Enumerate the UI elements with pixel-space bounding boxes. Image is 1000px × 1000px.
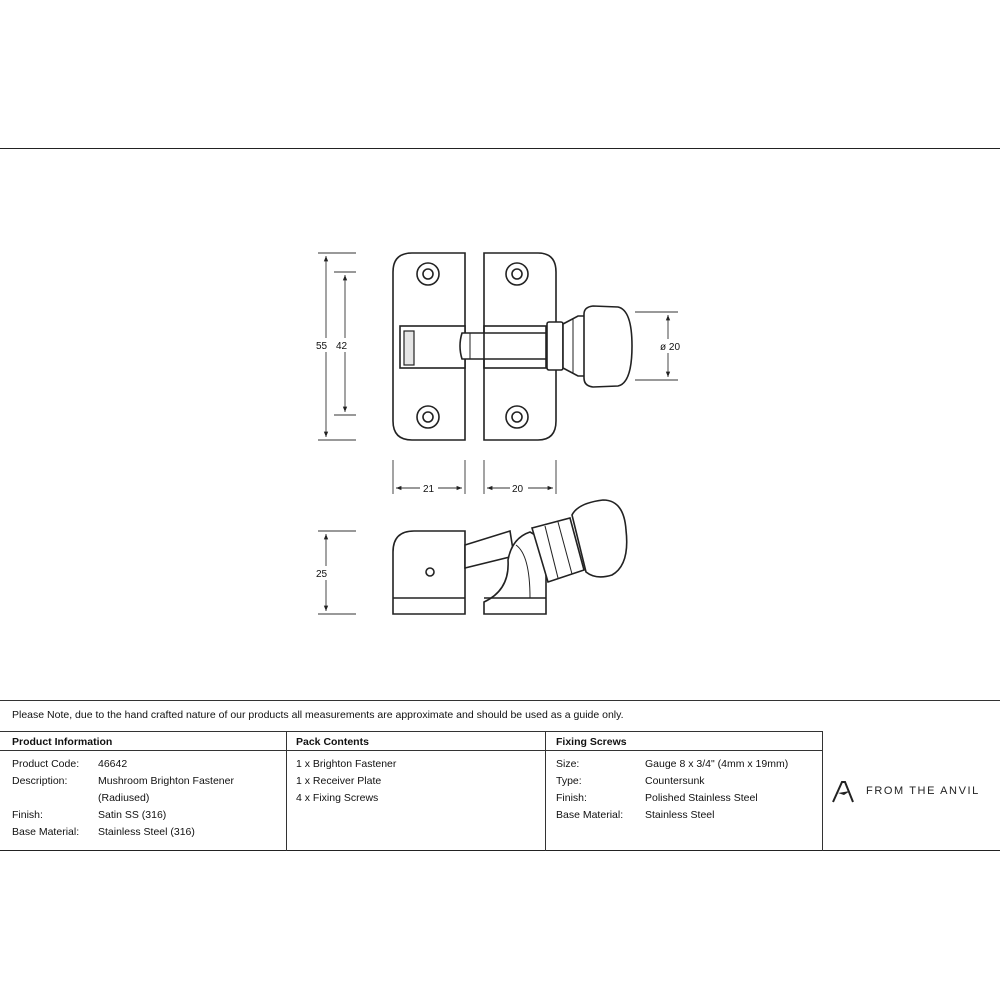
dim-plate-height: 42 (336, 341, 348, 352)
table-divider (0, 731, 822, 732)
description-value: Mushroom Brighton Fastener (98, 775, 234, 787)
dim-projection: 25 (316, 569, 328, 580)
bolt (460, 333, 548, 359)
finish-label: Finish: (12, 809, 43, 821)
description-label: Description: (12, 775, 68, 787)
screw-finish-label: Finish: (556, 792, 587, 804)
brand-name: FROM THE ANVIL (866, 785, 980, 797)
dim-overall-height: 55 (316, 341, 328, 352)
screw-material-value: Stainless Steel (645, 809, 715, 821)
pack-item: 1 x Brighton Fastener (296, 758, 397, 770)
table-divider (0, 750, 822, 751)
knob-collar (547, 322, 563, 370)
table-top-border (0, 700, 1000, 701)
dim-knob-diameter: ø 20 (660, 342, 681, 353)
screw-type-value: Countersunk (645, 775, 705, 787)
column-divider (286, 731, 287, 851)
product-info-heading: Product Information (12, 736, 113, 748)
mushroom-knob (584, 306, 632, 387)
front-view (393, 253, 632, 440)
product-code-value: 46642 (98, 758, 128, 770)
screw-size-value: Gauge 8 x 3/4" (4mm x 19mm) (645, 758, 789, 770)
dim-receiver-width: 20 (512, 484, 524, 495)
finish-value: Satin SS (316) (98, 809, 167, 821)
column-divider (545, 731, 546, 851)
disclaimer-note: Please Note, due to the hand crafted nature of our products all measurements are approximate and should be used as a guide only. (12, 709, 624, 721)
fixing-screws-heading: Fixing Screws (556, 736, 627, 748)
base-material-label: Base Material: (12, 826, 80, 838)
fixing-hole-side (426, 568, 434, 576)
screw-finish-value: Polished Stainless Steel (645, 792, 758, 804)
base-material-value: Stainless Steel (316) (98, 826, 195, 838)
dim-fastener-width: 21 (423, 484, 435, 495)
product-code-label: Product Code: (12, 758, 80, 770)
screw-size-label: Size: (556, 758, 580, 770)
pack-item: 4 x Fixing Screws (296, 792, 379, 804)
screw-type-label: Type: (556, 775, 582, 787)
anvil-a-logo-icon (830, 780, 856, 804)
description-value-cont: (Radiused) (98, 792, 150, 804)
side-view (393, 500, 627, 614)
pack-item: 1 x Receiver Plate (296, 775, 382, 787)
brand-logo (830, 780, 995, 804)
screw-material-label: Base Material: (556, 809, 624, 821)
pack-contents-heading: Pack Contents (296, 736, 369, 748)
column-divider (822, 731, 823, 851)
